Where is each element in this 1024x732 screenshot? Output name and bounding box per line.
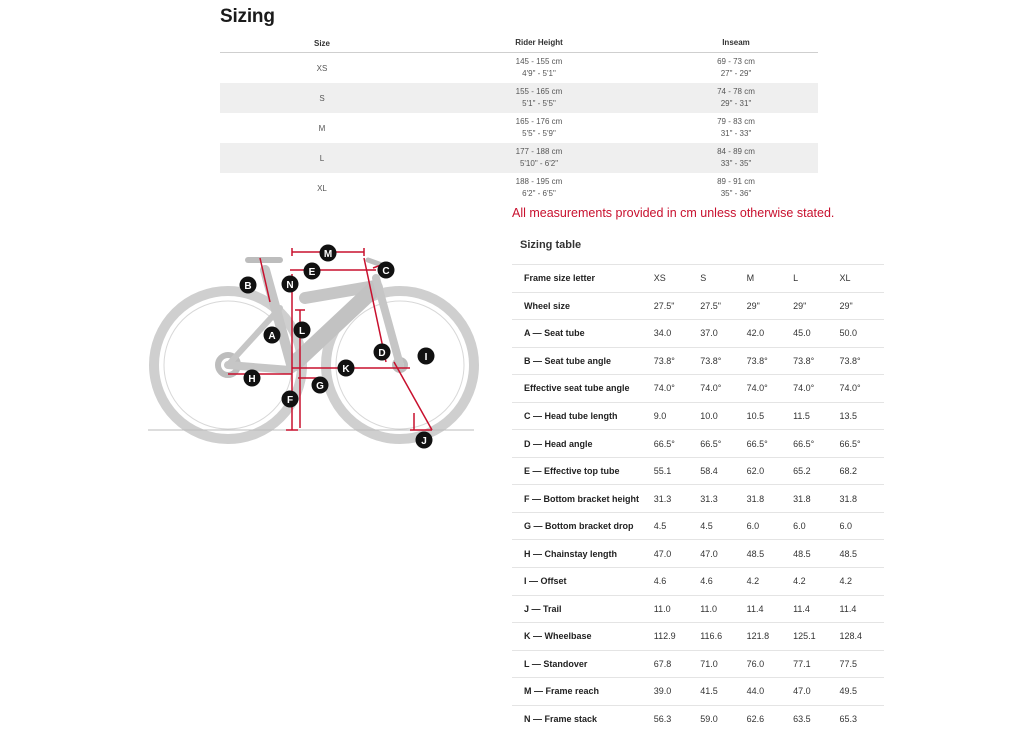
value-cell: 34.0	[653, 328, 672, 339]
row-label: D — Head angle	[524, 438, 593, 449]
value-cell: 47.0	[653, 548, 672, 559]
table-row	[220, 143, 818, 173]
badge-j-icon	[416, 432, 433, 449]
value-cell: 77.1	[793, 658, 811, 669]
inseam-in: 31" - 33"	[720, 129, 752, 138]
frame-chainstay	[228, 365, 290, 370]
header-size: Size	[313, 38, 330, 48]
row-label: Effective seat tube angle	[524, 383, 630, 394]
value-cell: 65.2	[793, 466, 811, 477]
value-cell: 67.8	[653, 658, 672, 669]
value-cell: 128.4	[839, 631, 863, 642]
sizing-table-title: Sizing table	[520, 239, 582, 251]
row-label: B — Seat tube angle	[524, 355, 612, 366]
row-label: J — Trail	[524, 603, 562, 614]
table-row	[512, 319, 884, 347]
value-cell: 42.0	[746, 328, 765, 339]
badge-l-icon	[294, 322, 311, 339]
height-cell	[424, 176, 654, 200]
badge-h-icon	[244, 370, 261, 387]
height-ft: 5'5" - 5'9"	[522, 129, 556, 138]
badge-n-text: N	[286, 280, 294, 291]
inseam-cm: 84 - 89 cm	[717, 147, 755, 156]
value-cell: 66.5°	[653, 438, 675, 449]
size-header: M	[746, 273, 755, 284]
value-cell: 6.0	[746, 521, 760, 532]
height-cm: 165 - 176 cm	[515, 117, 563, 126]
height-cm: 155 - 165 cm	[515, 87, 563, 96]
badge-b-text: B	[244, 281, 252, 292]
value-cell: 112.9	[653, 631, 676, 642]
bike-geometry-diagram	[140, 238, 480, 458]
rider-size-table	[220, 34, 818, 203]
table-row	[512, 429, 884, 457]
value-cell: 11.5	[793, 411, 810, 421]
size-cell: S	[319, 93, 325, 103]
value-cell: 47.0	[793, 686, 811, 697]
size-header: XL	[839, 273, 851, 284]
height-ft: 5'1" - 5'5"	[522, 99, 556, 108]
value-cell: 29"	[746, 300, 760, 311]
value-cell: 121.8	[746, 631, 770, 642]
height-cell	[424, 146, 654, 170]
table-row	[512, 595, 884, 623]
inseam-cell	[654, 86, 818, 110]
value-cell: 11.4	[793, 603, 810, 614]
badge-l-text: L	[298, 326, 306, 337]
row-label: N — Frame stack	[524, 714, 598, 725]
value-cell: 74.0°	[653, 383, 675, 394]
table-row	[512, 512, 884, 540]
row-label: Frame size letter	[524, 273, 596, 284]
badge-f-text: F	[286, 395, 294, 406]
row-label: A — Seat tube	[524, 328, 585, 339]
value-cell: 29"	[793, 300, 807, 311]
row-label: C — Head tube length	[524, 411, 618, 421]
height-cm: 145 - 155 cm	[515, 57, 563, 66]
value-cell: 9.0	[653, 411, 667, 421]
value-cell: 73.8°	[793, 355, 815, 366]
value-cell: 48.5	[746, 548, 765, 559]
value-cell: 10.0	[700, 411, 718, 421]
value-cell: 29"	[839, 300, 853, 311]
table-row	[512, 539, 884, 567]
value-cell: 6.0	[839, 521, 853, 532]
height-cell	[424, 56, 654, 80]
value-cell: 125.1	[793, 631, 816, 642]
value-cell: 44.0	[746, 686, 765, 697]
table-row	[220, 173, 818, 203]
size-header: S	[700, 273, 707, 284]
value-cell: 49.5	[839, 686, 858, 697]
inseam-in: 33" - 35"	[720, 159, 752, 168]
table-row	[512, 622, 884, 650]
table-row	[512, 457, 884, 485]
value-cell: 59.0	[700, 714, 718, 725]
value-cell: 27.5"	[700, 300, 721, 311]
size-cell: M	[318, 123, 326, 133]
value-cell: 4.2	[839, 576, 853, 587]
inseam-cell	[654, 116, 818, 140]
value-cell: 62.0	[746, 466, 765, 477]
value-cell: 27.5"	[653, 300, 675, 311]
row-label: Wheel size	[524, 300, 571, 311]
inseam-in: 27" - 29"	[720, 69, 752, 78]
value-cell: 66.5°	[839, 438, 861, 449]
size-header: XS	[653, 273, 666, 284]
inseam-in: 35" - 36"	[720, 189, 752, 198]
value-cell: 4.2	[793, 576, 806, 587]
value-cell: 73.8°	[746, 355, 768, 366]
badge-k-text: K	[342, 364, 350, 375]
height-cell	[424, 116, 654, 140]
measurement-notice: All measurements provided in cm unless otherwise stated.	[512, 206, 835, 220]
badge-n-icon	[282, 276, 299, 293]
table-header-row	[512, 264, 884, 292]
value-cell: 66.5°	[746, 438, 768, 449]
inseam-cell	[654, 56, 818, 80]
value-cell: 13.5	[839, 411, 858, 421]
badge-f-icon	[282, 391, 299, 408]
value-cell: 31.3	[653, 493, 672, 504]
badge-i-text: I	[424, 352, 428, 363]
table-row	[512, 292, 884, 320]
page-title: Sizing	[220, 6, 275, 27]
size-cell: XS	[316, 63, 328, 73]
value-cell: 31.8	[793, 493, 811, 504]
height-ft: 6'2" - 6'5"	[522, 189, 556, 198]
table-row	[512, 650, 884, 678]
value-cell: 31.3	[700, 493, 718, 504]
value-cell: 65.3	[839, 714, 858, 725]
height-cm: 188 - 195 cm	[515, 177, 563, 186]
value-cell: 11.4	[746, 603, 764, 614]
header-inseam: Inseam	[722, 38, 750, 47]
inseam-in: 29" - 31"	[720, 99, 752, 108]
badge-d-text: D	[378, 348, 386, 359]
badge-a-icon	[264, 327, 281, 344]
value-cell: 116.6	[700, 631, 723, 642]
table-row	[512, 484, 884, 512]
table-row	[512, 402, 884, 430]
badge-h-text: H	[248, 374, 256, 385]
value-cell: 58.4	[700, 466, 718, 477]
size-cell: L	[319, 153, 325, 163]
value-cell: 68.2	[839, 466, 858, 477]
value-cell: 39.0	[653, 686, 672, 697]
height-ft: 5'10" - 6'2"	[519, 159, 559, 168]
value-cell: 71.0	[700, 658, 718, 669]
value-cell: 76.0	[746, 658, 765, 669]
value-cell: 31.8	[746, 493, 765, 504]
badge-c-text: C	[382, 266, 390, 277]
value-cell: 66.5°	[700, 438, 722, 449]
badge-e-text: E	[308, 267, 316, 278]
row-label: I — Offset	[524, 576, 567, 587]
table-row	[220, 113, 818, 143]
row-label: E — Effective top tube	[524, 466, 620, 477]
badge-g-icon	[312, 377, 329, 394]
value-cell: 63.5	[793, 714, 811, 725]
value-cell: 56.3	[653, 714, 672, 725]
inseam-cm: 89 - 91 cm	[717, 177, 755, 186]
value-cell: 31.8	[839, 493, 858, 504]
inseam-cell	[654, 146, 818, 170]
badge-m-text: M	[323, 249, 333, 260]
table-row	[220, 83, 818, 113]
value-cell: 74.0°	[746, 383, 768, 394]
value-cell: 47.0	[700, 548, 718, 559]
value-cell: 77.5	[839, 658, 858, 669]
value-cell: 4.2	[746, 576, 760, 587]
badge-e-icon	[304, 263, 321, 280]
value-cell: 11.0	[653, 603, 671, 614]
row-label: K — Wheelbase	[524, 631, 592, 642]
table-row	[512, 705, 884, 732]
value-cell: 37.0	[700, 328, 718, 339]
value-cell: 11.4	[839, 603, 857, 614]
value-cell: 74.0°	[793, 383, 815, 394]
badge-b-icon	[240, 277, 257, 294]
table-row	[220, 53, 818, 83]
badge-d-icon	[374, 344, 391, 361]
height-cell	[424, 86, 654, 110]
table-row	[512, 374, 884, 402]
value-cell: 74.0°	[839, 383, 861, 394]
value-cell: 73.8°	[839, 355, 861, 366]
inseam-cell	[654, 176, 818, 200]
value-cell: 73.8°	[700, 355, 722, 366]
value-cell: 10.5	[746, 411, 765, 421]
value-cell: 4.6	[653, 576, 667, 587]
value-cell: 48.5	[839, 548, 858, 559]
badge-i-icon	[418, 348, 435, 365]
row-label: H — Chainstay length	[524, 548, 618, 559]
value-cell: 6.0	[793, 521, 806, 532]
value-cell: 4.6	[700, 576, 713, 587]
value-cell: 74.0°	[700, 383, 722, 394]
size-header: L	[793, 273, 799, 284]
value-cell: 45.0	[793, 328, 811, 339]
row-label: F — Bottom bracket height	[524, 493, 640, 504]
value-cell: 55.1	[653, 466, 672, 477]
height-ft: 4'9" - 5'1"	[522, 69, 556, 78]
table-row	[512, 567, 884, 595]
badge-g-text: G	[316, 381, 324, 392]
row-label: M — Frame reach	[524, 686, 600, 697]
inseam-cm: 79 - 83 cm	[717, 117, 755, 126]
geometry-table	[512, 264, 884, 732]
value-cell: 4.5	[653, 521, 667, 532]
inseam-cm: 74 - 78 cm	[717, 87, 755, 96]
value-cell: 62.6	[746, 714, 765, 725]
badge-m-icon	[320, 245, 337, 262]
value-cell: 48.5	[793, 548, 811, 559]
badge-j-text: J	[421, 436, 427, 447]
badge-k-icon	[338, 360, 355, 377]
row-label: L — Standover	[524, 658, 588, 669]
row-label: G — Bottom bracket drop	[524, 521, 634, 532]
value-cell: 41.5	[700, 686, 718, 697]
value-cell: 50.0	[839, 328, 858, 339]
value-cell: 73.8°	[653, 355, 675, 366]
table-row	[512, 347, 884, 375]
rider-table-header	[220, 34, 818, 53]
badge-a-text: A	[268, 331, 276, 342]
value-cell: 11.0	[700, 603, 718, 614]
height-cm: 177 - 188 cm	[515, 147, 563, 156]
table-row	[512, 677, 884, 705]
badge-c-icon	[378, 262, 395, 279]
geometry-table-body	[512, 292, 884, 732]
value-cell: 66.5°	[793, 438, 815, 449]
size-cell: XL	[317, 183, 327, 193]
value-cell: 4.5	[700, 521, 713, 532]
header-rider-height: Rider Height	[515, 38, 563, 47]
inseam-cm: 69 - 73 cm	[717, 57, 755, 66]
